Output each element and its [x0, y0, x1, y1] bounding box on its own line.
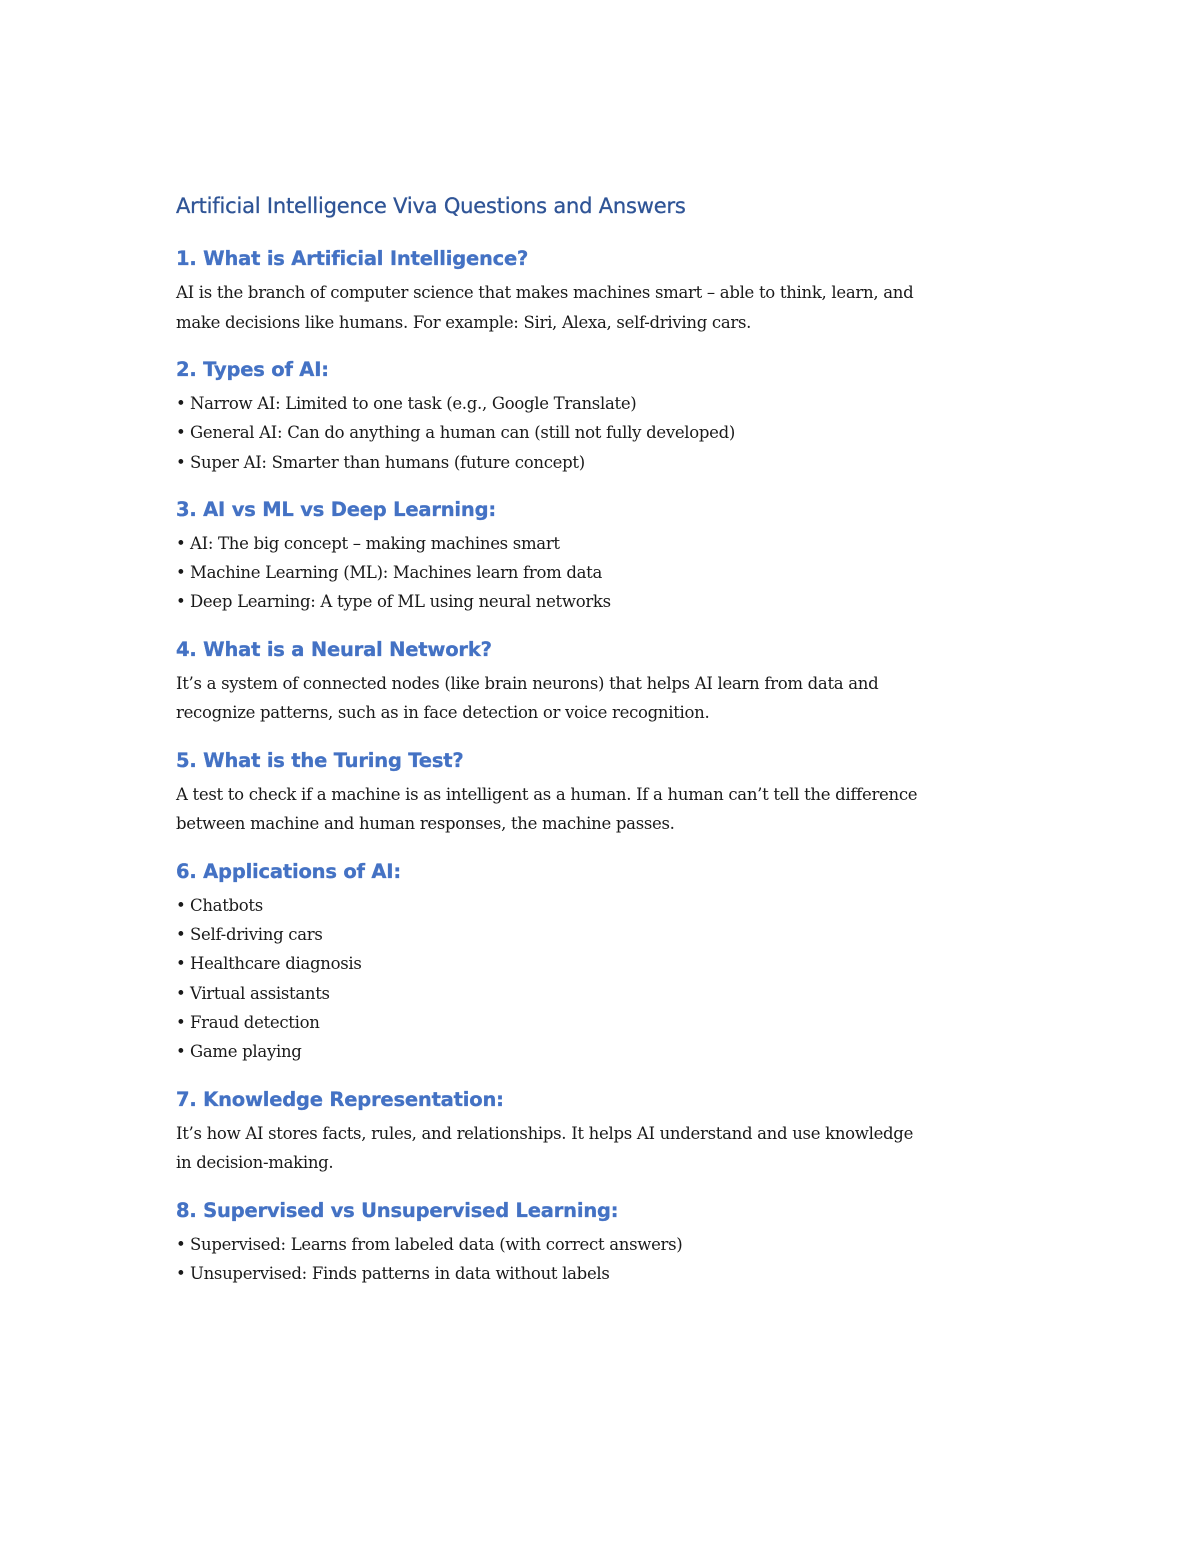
paragraph-line: between machine and human responses, the machine passes.	[176, 814, 675, 834]
bullet-icon: •	[176, 563, 186, 583]
section-turing-test	[176, 746, 1026, 839]
bullet-icon: •	[176, 925, 186, 945]
document-page	[176, 190, 1026, 1288]
bullet-icon: •	[176, 1042, 186, 1062]
bullet-icon: •	[176, 895, 186, 915]
list-item: • Deep Learning: A type of ML using neural networks	[176, 587, 1026, 616]
bullet-list	[176, 891, 1026, 1067]
section-paragraph	[176, 278, 1026, 337]
list-item: • Unsupervised: Finds patterns in data without labels	[176, 1259, 1026, 1288]
list-item: • Game playing	[176, 1037, 1026, 1066]
section-heading: 6. Applications of AI:	[176, 859, 401, 883]
section-supervised-vs-unsupervised	[176, 1196, 1026, 1289]
section-heading: 2. Types of AI:	[176, 358, 329, 381]
list-item: • Chatbots	[176, 891, 1026, 920]
bullet-icon: •	[176, 394, 186, 413]
list-item: • Supervised: Learns from labeled data (with correct answers)	[176, 1230, 1026, 1259]
section-heading: 8. Supervised vs Unsupervised Learning:	[176, 1198, 619, 1222]
list-item: • Machine Learning (ML): Machines learn from data	[176, 558, 1026, 587]
document-title: Artificial Intelligence Viva Questions and Answers	[176, 194, 686, 218]
section-heading: 7. Knowledge Representation:	[176, 1087, 504, 1111]
section-paragraph	[176, 780, 1026, 839]
section-paragraph	[176, 1119, 1026, 1178]
bullet-icon: •	[176, 1012, 186, 1032]
paragraph-line: make decisions like humans. For example: Siri, Alexa, self-driving cars.	[176, 312, 752, 332]
paragraph-line: in decision-making.	[176, 1153, 334, 1173]
section-neural-network	[176, 635, 1026, 728]
list-item: • Self-driving cars	[176, 920, 1026, 949]
bullet-icon: •	[176, 423, 186, 443]
bullet-icon: •	[176, 452, 186, 472]
section-ai-vs-ml	[176, 495, 1026, 617]
paragraph-line: A test to check if a machine is as intelligent as a human. If a human can’t tell the difference	[176, 784, 918, 804]
bullet-icon: •	[176, 533, 186, 553]
section-heading: 1. What is Artificial Intelligence?	[176, 247, 529, 270]
bullet-icon: •	[176, 954, 186, 974]
list-item: • General AI: Can do anything a human can (still not fully developed)	[176, 418, 1026, 447]
section-types-of-ai	[176, 355, 1026, 477]
section-paragraph	[176, 669, 1026, 728]
section-knowledge-representation	[176, 1085, 1026, 1178]
bullet-icon: •	[176, 983, 186, 1003]
section-heading: 4. What is a Neural Network?	[176, 637, 492, 661]
section-heading: 5. What is the Turing Test?	[176, 748, 464, 772]
section-what-is-ai	[176, 244, 1026, 337]
paragraph-line: It’s how AI stores facts, rules, and relationships. It helps AI understand and use knowledge	[176, 1123, 914, 1143]
paragraph-line: AI is the branch of computer science that makes machines smart – able to think, learn, and	[176, 283, 914, 302]
paragraph-line: recognize patterns, such as in face detection or voice recognition.	[176, 703, 710, 723]
bullet-list	[176, 389, 1026, 477]
list-item: • Narrow AI: Limited to one task (e.g., Google Translate)	[176, 389, 1026, 418]
list-item: • Healthcare diagnosis	[176, 949, 1026, 978]
bullet-icon: •	[176, 592, 186, 612]
bullet-list	[176, 529, 1026, 617]
list-item: • AI: The big concept – making machines smart	[176, 529, 1026, 558]
section-applications	[176, 857, 1026, 1067]
list-item: • Fraud detection	[176, 1008, 1026, 1037]
paragraph-line: It’s a system of connected nodes (like brain neurons) that helps AI learn from data and	[176, 673, 879, 693]
list-item: • Virtual assistants	[176, 979, 1026, 1008]
bullet-icon: •	[176, 1234, 186, 1254]
bullet-list	[176, 1230, 1026, 1289]
section-heading: 3. AI vs ML vs Deep Learning:	[176, 497, 496, 521]
bullet-icon: •	[176, 1263, 186, 1283]
list-item: • Super AI: Smarter than humans (future concept)	[176, 448, 1026, 477]
